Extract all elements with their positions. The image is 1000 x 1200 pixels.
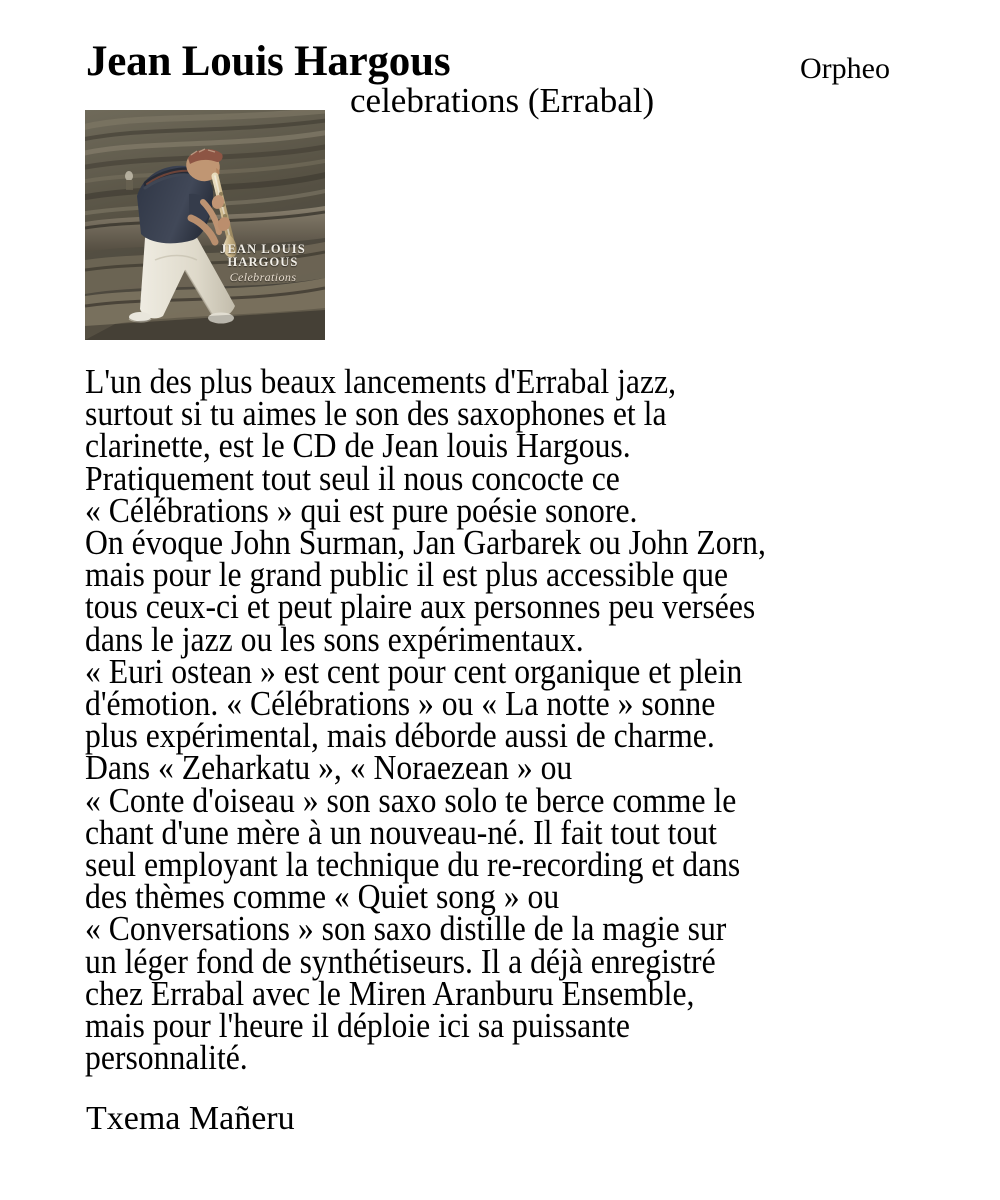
review-line: L'un des plus beaux lancements d'Errabal jazz, xyxy=(85,362,677,401)
album-cover xyxy=(85,110,325,340)
review-line: des thèmes comme « Quiet song » ou xyxy=(85,877,560,917)
cover-artist-name: JEAN LOUIS HARGOUS xyxy=(220,242,306,269)
author-byline: Txema Mañeru xyxy=(86,1100,295,1137)
review-line: d'émotion. « Célébrations » ou « La notte » sonne xyxy=(85,684,716,724)
review-line: plus expérimental, mais déborde aussi de charme. xyxy=(85,716,715,756)
review-line: clarinette, est le CD de Jean louis Hargous. xyxy=(85,426,631,466)
review-line: Dans « Zeharkatu », « Noraezean » ou xyxy=(85,748,573,788)
review-line: un léger fond de synthétiseurs. Il a déjà enregistré xyxy=(85,941,716,981)
review-line: On évoque John Surman, Jan Garbarek ou John Zorn, xyxy=(85,523,766,563)
review-line: surtout si tu aimes le son des saxophones et la xyxy=(85,394,667,434)
review-line: mais pour l'heure il déploie ici sa puissante xyxy=(85,1006,630,1046)
publication-name: Orpheo xyxy=(800,52,890,85)
album-cover-photo xyxy=(85,110,325,340)
page-title: Jean Louis Hargous xyxy=(86,38,451,85)
album-title-subtitle: celebrations (Errabal) xyxy=(350,81,655,120)
review-line: « Conversations » son saxo distille de la magie sur xyxy=(85,909,727,949)
review-text xyxy=(85,362,990,1078)
review-line: chez Errabal avec le Miren Aranburu Ensemble, xyxy=(85,973,695,1013)
review-line: chant d'une mère à un nouveau-né. Il fait tout tout xyxy=(85,812,717,852)
review-line: « Célébrations » qui est pure poésie sonore. xyxy=(85,490,638,530)
review-line: personnalité. xyxy=(85,1038,248,1078)
review-line: « Conte d'oiseau » son saxo solo te berce comme le xyxy=(85,780,737,820)
review-line: tous ceux-ci et peut plaire aux personnes peu versées xyxy=(85,587,756,627)
review-line: Pratiquement tout seul il nous concocte ce xyxy=(85,458,620,498)
review-line: « Euri ostean » est cent pour cent organique et plein xyxy=(85,651,743,691)
cover-album-name: Celebrations xyxy=(229,270,297,284)
review-line: dans le jazz ou les sons expérimentaux. xyxy=(85,619,584,659)
review-line: mais pour le grand public il est plus accessible que xyxy=(85,555,729,595)
review-line: seul employant la technique du re-recording et dans xyxy=(85,845,741,885)
